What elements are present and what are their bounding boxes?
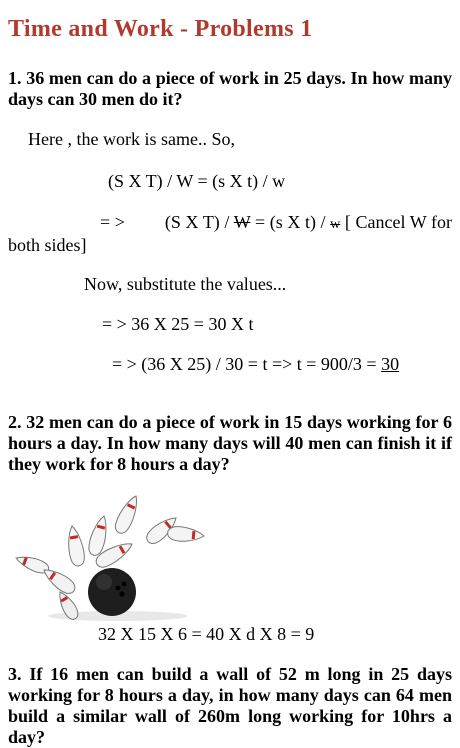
bowling-pin <box>112 493 142 536</box>
equation-2-text: = > (36 X 25) / 30 = t => t = 900/3 = <box>112 354 382 374</box>
cancelled-W: W <box>233 212 251 232</box>
step-mid: = (s X t) / <box>250 212 331 232</box>
problem-1-formula: (S X T) / W = (s X t) / w <box>108 171 286 191</box>
problem-2-equation: 32 X 15 X 6 = 40 X d X 8 = 9 <box>98 624 315 644</box>
problem-1-question: 1. 36 men can do a piece of work in 25 days. In how many days can 30 men do it? <box>8 68 452 109</box>
step-note: [ Cancel W for both sides] <box>8 212 453 255</box>
problem-1-answer: 30 <box>381 354 400 374</box>
step-arrow: = > <box>100 212 125 232</box>
problem-2-question: 2. 32 men can do a piece of work in 15 days working for 6 hours a day. In how many days will 40 men can finish it if they work for 8 hours a day? <box>8 412 452 474</box>
problem-1-equation-1: = > 36 X 25 = 30 X t <box>102 314 254 334</box>
bowling-ball <box>88 568 136 616</box>
problem-1-equation-2 <box>112 354 399 375</box>
page-title: Time and Work - Problems 1 <box>8 16 313 42</box>
problem-3-question: 3. If 16 men can build a wall of 52 m long in 25 days working for 8 hours a day, in how many days can 64 men build a similar wall of 260m long working for 10hrs a day? <box>8 664 452 747</box>
step-left: (S X T) / <box>164 212 234 232</box>
bowling-strike-image <box>8 492 208 624</box>
bowling-pin <box>65 525 86 567</box>
cancelled-w: w <box>330 217 341 232</box>
problem-1-intro: Here , the work is same.. So, <box>28 129 235 149</box>
problem-1-substitute: Now, substitute the values... <box>84 274 287 294</box>
bowling-pin <box>167 526 205 543</box>
problem-1-cancel-step <box>8 212 452 256</box>
